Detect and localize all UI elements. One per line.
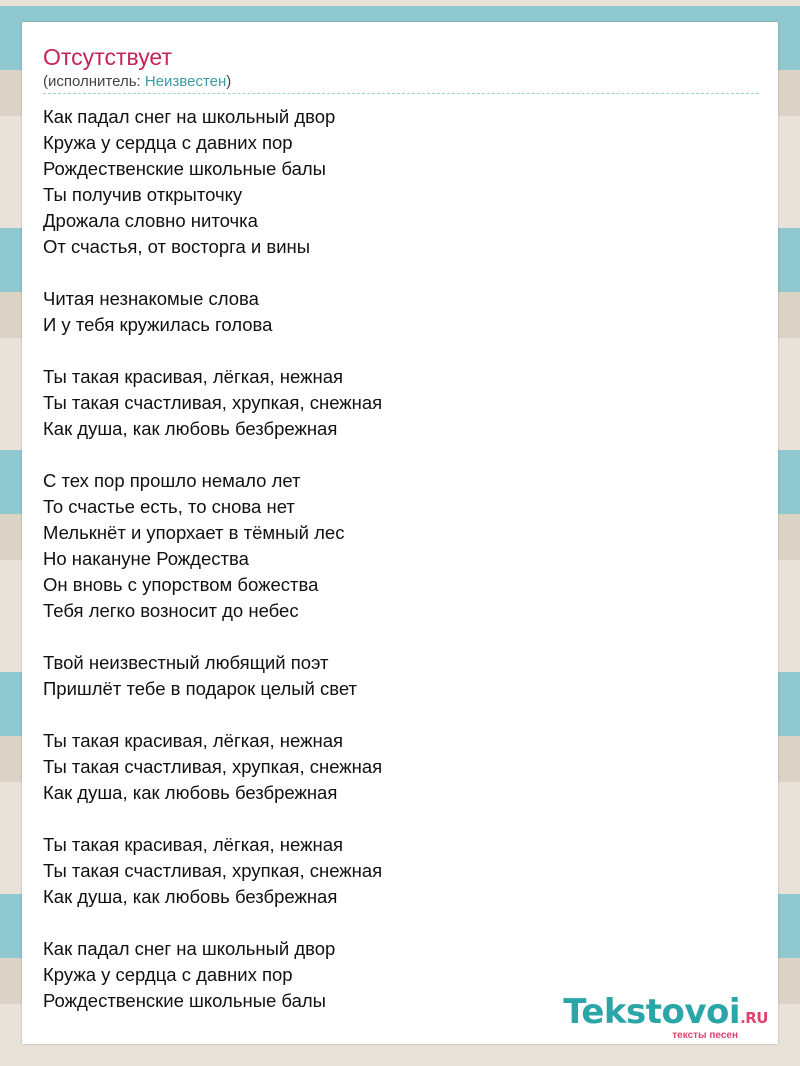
- lyric-line: Пришлёт тебе в подарок целый свет: [43, 678, 358, 699]
- lyric-line: Рождественские школьные балы: [43, 990, 326, 1011]
- stanza: [43, 832, 743, 910]
- lyric-line: Рождественские школьные балы: [43, 158, 326, 179]
- logo-name: Tekstovoi: [563, 992, 741, 1032]
- lyric-line: Он вновь с упорством божества: [43, 574, 319, 595]
- divider: [43, 93, 759, 94]
- lyric-line: Ты такая счастливая, хрупкая, снежная: [43, 860, 383, 881]
- lyric-line: Но накануне Рождества: [43, 548, 249, 569]
- artist-line: [43, 73, 231, 91]
- lyric-line: И у тебя кружилась голова: [43, 314, 273, 335]
- stanza: [43, 468, 743, 624]
- lyric-line: С тех пор прошло немало лет: [43, 470, 301, 491]
- site-logo[interactable]: [563, 994, 768, 1041]
- lyric-line: Как душа, как любовь безбрежная: [43, 886, 338, 907]
- lyric-line: Ты такая красивая, лёгкая, нежная: [43, 834, 344, 855]
- artist-link[interactable]: Неизвестен: [144, 73, 227, 90]
- lyric-line: Дрожала словно ниточка: [43, 210, 258, 231]
- lyric-line: От счастья, от восторга и вины: [43, 236, 311, 257]
- lyric-line: Как падал снег на школьный двор: [43, 106, 336, 127]
- logo-tagline: тексты песен: [672, 1030, 738, 1041]
- logo-domain: .RU: [740, 1009, 768, 1027]
- song-title: Отсутствует: [43, 44, 172, 70]
- lyric-line: Тебя легко возносит до небес: [43, 600, 299, 621]
- stanza: [43, 728, 743, 806]
- lyric-line: Читая незнакомые слова: [43, 288, 259, 309]
- lyric-line: Ты такая красивая, лёгкая, нежная: [43, 366, 344, 387]
- lyric-line: То счастье есть, то снова нет: [43, 496, 295, 517]
- stanza: [43, 364, 743, 442]
- lyric-line: Как душа, как любовь безбрежная: [43, 418, 338, 439]
- artist-suffix: ): [226, 73, 232, 90]
- lyric-line: Мелькнёт и упорхает в тёмный лес: [43, 522, 345, 543]
- lyric-line: Кружа у сердца с давних пор: [43, 132, 293, 153]
- lyric-line: Ты такая счастливая, хрупкая, снежная: [43, 756, 383, 777]
- stanza: [43, 286, 743, 338]
- stanza: [43, 104, 743, 260]
- lyric-line: Ты получив открыточку: [43, 184, 243, 205]
- artist-prefix: (исполнитель:: [43, 73, 145, 90]
- lyric-line: Как падал снег на школьный двор: [43, 938, 336, 959]
- lyrics-card: [22, 22, 778, 1044]
- lyric-line: Как душа, как любовь безбрежная: [43, 782, 338, 803]
- lyric-line: Кружа у сердца с давних пор: [43, 964, 293, 985]
- stanza: [43, 650, 743, 702]
- lyric-line: Ты такая красивая, лёгкая, нежная: [43, 730, 344, 751]
- lyrics-body: [43, 104, 743, 1040]
- lyric-line: Ты такая счастливая, хрупкая, снежная: [43, 392, 383, 413]
- lyric-line: Твой неизвестный любящий поэт: [43, 652, 329, 673]
